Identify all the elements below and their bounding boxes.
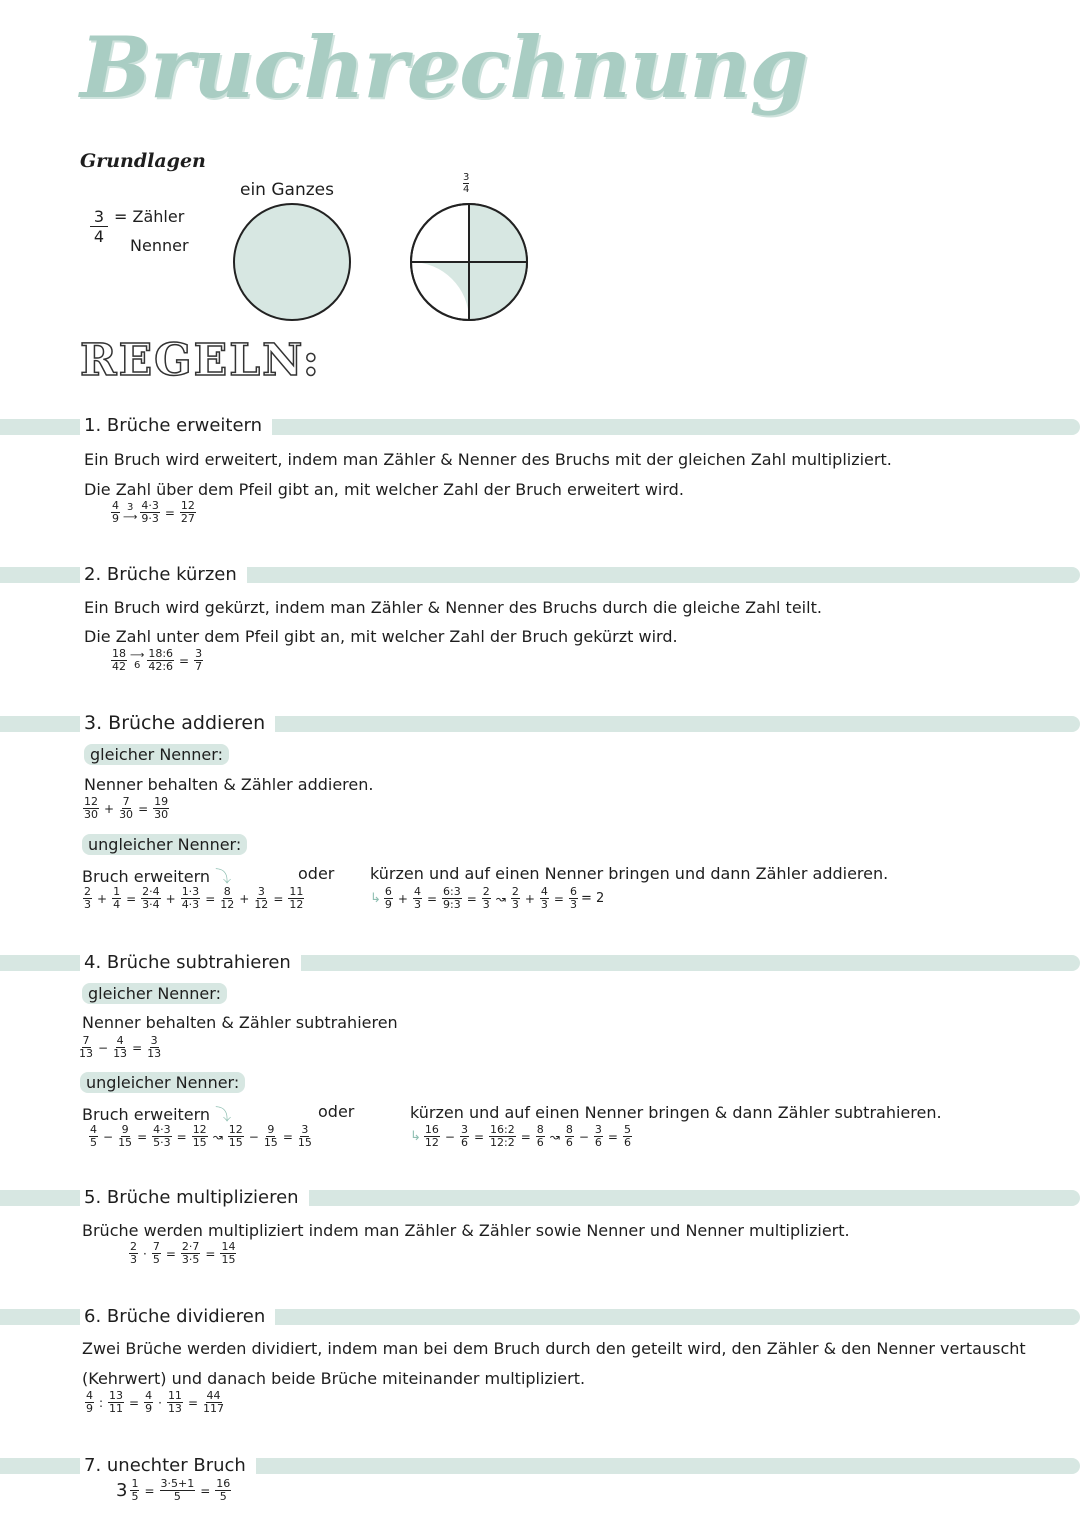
fraction: $\frac{4}{5}$ bbox=[90, 1123, 97, 1149]
fraction: $\frac{2}{3}$ bbox=[511, 885, 519, 911]
rule2-line1: Ein Bruch wird gekürzt, indem man Zähler & Nenner des Bruchs durch die gleiche Zahl teilt. bbox=[84, 598, 822, 617]
rule4-example1: $\frac{7}{13}$ − $\frac{4}{13}$ = $\frac{3}{13}$ bbox=[79, 1034, 162, 1060]
fraction: $\frac{1}{4}$ bbox=[113, 885, 121, 911]
quarter-den: 4 bbox=[463, 184, 470, 195]
rule4-gleich-text: Nenner behalten & Zähler subtrahieren bbox=[82, 1013, 398, 1032]
fraction: $\frac{4}{13}$ bbox=[113, 1034, 128, 1060]
fraction: $\frac{4}{9}$ bbox=[86, 1389, 93, 1415]
rule3-example2: $\frac{2}{3}$ + $\frac{1}{4}$ = $\frac{2\cdot 4}{3\cdot 4}$ + $\frac{1\cdot 3}{4\cdot 3}$ = $\frac{8}{12}$ + $\frac{3}{12}$ = $\frac{11}{12}$ bbox=[84, 885, 304, 911]
rule1-line2: Die Zahl über dem Pfeil gibt an, mit welcher Zahl der Bruch erweitert wird. bbox=[84, 480, 684, 499]
rule4-title: 4. Brüche subtrahieren bbox=[80, 952, 301, 973]
fraction: $\frac{5}{6}$ bbox=[623, 1123, 631, 1149]
nenner-value: 4 bbox=[93, 227, 105, 246]
fraction: $\frac{3\cdot 5+1}{5}$ bbox=[160, 1477, 195, 1503]
regeln-heading: REGELN: bbox=[80, 335, 322, 386]
fraction: $\frac{7}{5}$ bbox=[152, 1240, 160, 1266]
fraction: $\frac{8}{6}$ bbox=[565, 1123, 573, 1149]
fraction: $\frac{16}{12}$ bbox=[424, 1123, 439, 1149]
fraction: $\frac{3}{15}$ bbox=[297, 1123, 312, 1149]
rule4-example2: $\frac{4}{5}$ − $\frac{9}{15}$ = $\frac{4\cdot 3}{5\cdot 3}$ = $\frac{12}{15}$ ↝ $\frac{12}{15}$ − $\frac{9}{15}$ = $\frac{3}{15}$ bbox=[90, 1123, 312, 1149]
rule5-example: $\frac{2}{3}$ · $\frac{7}{5}$ = $\frac{2\cdot 7}{3\cdot 5}$ = $\frac{14}{15}$ bbox=[130, 1240, 236, 1266]
fraction: $\frac{2}{3}$ bbox=[130, 1240, 137, 1266]
rule4-gleich-heading: gleicher Nenner: bbox=[82, 984, 227, 1003]
fraction: $\frac{4}{3}$ bbox=[540, 885, 548, 911]
fraction: $\frac{3}{12}$ bbox=[254, 885, 269, 911]
rule4-erweitern: Bruch erweitern ⤵ bbox=[82, 1105, 232, 1124]
rule7-example: 3 $\frac{1}{5}$ = $\frac{3\cdot 5+1}{5}$ = $\frac{16}{5}$ bbox=[116, 1477, 231, 1503]
fraction: $\frac{12}{15}$ bbox=[192, 1123, 207, 1149]
curved-arrow-icon: ⤵ bbox=[215, 1105, 232, 1124]
rule3-title: 3. Brüche addieren bbox=[80, 712, 275, 734]
fraction: $\frac{4\cdot 3}{5\cdot 3}$ bbox=[153, 1123, 171, 1149]
fraction: $\frac{8}{12}$ bbox=[220, 885, 235, 911]
quarter-fraction-label bbox=[463, 172, 469, 195]
fraction: $\frac{12}{30}$ bbox=[84, 795, 98, 821]
rule1-example: $\frac{4}{9}$ 3 ⟶ $\frac{4\cdot 3}{9\cdot 3}$ = $\frac{12}{27}$ bbox=[112, 499, 195, 525]
fraction: $\frac{12}{27}$ bbox=[180, 499, 195, 525]
fraction: $\frac{13}{11}$ bbox=[109, 1389, 124, 1415]
fraction: $\frac{3}{6}$ bbox=[460, 1123, 468, 1149]
fraction: $\frac{6}{9}$ bbox=[384, 885, 392, 911]
grundlagen-heading: Grundlagen bbox=[80, 150, 206, 172]
fraction: $\frac{2}{3}$ bbox=[84, 885, 91, 911]
fraction: $\frac{18}{42}$ bbox=[112, 647, 126, 673]
rule3-example1: $\frac{12}{30}$ + $\frac{7}{30}$ = $\frac{19}{30}$ bbox=[84, 795, 169, 821]
rule3-erweitern: Bruch erweitern ⤵ bbox=[82, 867, 232, 886]
ganzes-label: ein Ganzes bbox=[240, 180, 334, 200]
fraction: $\frac{4}{3}$ bbox=[413, 885, 421, 911]
rule6-line1: Zwei Brüche werden dividiert, indem man bei dem Bruch durch den geteilt wird, den Zähler & den Nenner vertauscht bbox=[82, 1339, 1026, 1358]
rule2-example: $\frac{18}{42}$ ⟶ 6 $\frac{18:6}{42:6}$ = $\frac{3}{7}$ bbox=[112, 647, 203, 673]
rule3-example3: ↳ $\frac{6}{9}$ + $\frac{4}{3}$ = $\frac{6:3}{9:3}$ = $\frac{2}{3}$ ↝ $\frac{2}{3}$ + $\frac{4}{3}$ = $\frac{6}{3}$ = 2 bbox=[370, 885, 605, 911]
fraction: $\frac{1\cdot 3}{4\cdot 3}$ bbox=[181, 885, 200, 911]
fraction: $\frac{2\cdot 4}{3\cdot 4}$ bbox=[142, 885, 160, 911]
expand-arrow: 3 ⟶ bbox=[123, 501, 138, 523]
curved-arrow-icon: ↳ bbox=[370, 891, 381, 906]
rule5-line1: Brüche werden multipliziert indem man Zähler & Zähler sowie Nenner und Nenner multipliziert. bbox=[82, 1221, 850, 1240]
rule2-line2: Die Zahl unter dem Pfeil gibt an, mit welcher Zahl der Bruch gekürzt wird. bbox=[84, 627, 678, 646]
zaehler-label: Zähler bbox=[132, 207, 185, 226]
nenner-label: Nenner bbox=[130, 236, 189, 255]
fraction: $\frac{4}{9}$ bbox=[112, 499, 119, 525]
fraction: $\frac{16}{5}$ bbox=[216, 1477, 231, 1503]
fraction: $\frac{8}{6}$ bbox=[536, 1123, 544, 1149]
fraction: $\frac{11}{12}$ bbox=[289, 885, 304, 911]
fraction: $\frac{12}{15}$ bbox=[228, 1123, 243, 1149]
rule4-kuerzen: kürzen und auf einen Nenner bringen & dann Zähler subtrahieren. bbox=[410, 1103, 942, 1122]
rule1-title: 1. Brüche erweitern bbox=[80, 415, 272, 436]
page-title: Bruchrechnung bbox=[80, 18, 808, 117]
fraction: $\frac{6:3}{9:3}$ bbox=[443, 885, 461, 911]
rule4-example3: ↳ $\frac{16}{12}$ − $\frac{3}{6}$ = $\frac{16:2}{12:2}$ = $\frac{8}{6}$ ↝ $\frac{8}{6}$ − $\frac{3}{6}$ = $\frac{5}{6}$ bbox=[410, 1123, 631, 1149]
rule4-oder: oder bbox=[318, 1102, 355, 1121]
rule5-title: 5. Brüche multiplizieren bbox=[80, 1187, 309, 1208]
fraction: $\frac{9}{15}$ bbox=[118, 1123, 133, 1149]
fraction: $\frac{6}{3}$ bbox=[569, 885, 577, 911]
rule7-title: 7. unechter Bruch bbox=[80, 1455, 256, 1476]
fraction: $\frac{7}{30}$ bbox=[119, 795, 134, 821]
fraction: $\frac{44}{117}$ bbox=[203, 1389, 224, 1415]
rule3-kuerzen: kürzen und auf einen Nenner bringen und dann Zähler addieren. bbox=[370, 864, 889, 883]
rule6-line2: (Kehrwert) und danach beide Brüche miteinander multipliziert. bbox=[82, 1369, 586, 1388]
fraction: $\frac{19}{30}$ bbox=[154, 795, 169, 821]
fraction: $\frac{3}{7}$ bbox=[195, 647, 203, 673]
fraction: $\frac{11}{13}$ bbox=[167, 1389, 182, 1415]
fraction: $\frac{4}{9}$ bbox=[145, 1389, 153, 1415]
reduce-arrow: ⟶ 6 bbox=[130, 649, 145, 671]
fraction: $\frac{4\cdot 3}{9\cdot 3}$ bbox=[141, 499, 159, 525]
fraction: $\frac{1}{5}$ bbox=[131, 1477, 139, 1503]
curved-arrow-icon: ⤵ bbox=[215, 867, 232, 886]
rule2-title: 2. Brüche kürzen bbox=[80, 564, 247, 585]
fraction: $\frac{16:2}{12:2}$ bbox=[490, 1123, 515, 1149]
grundlagen-diagram bbox=[0, 0, 1080, 330]
rule4-ungleich-heading: ungleicher Nenner: bbox=[80, 1073, 245, 1092]
fraction: $\frac{9}{15}$ bbox=[263, 1123, 278, 1149]
zaehler-eq: = Zähler bbox=[114, 207, 185, 226]
quarter-num: 3 bbox=[463, 172, 470, 183]
fraction: $\frac{3}{13}$ bbox=[147, 1034, 162, 1060]
fraction: $\frac{18:6}{42:6}$ bbox=[148, 647, 174, 673]
zaehler-value: 3 bbox=[90, 207, 108, 227]
rule3-gleich-heading: gleicher Nenner: bbox=[84, 745, 229, 764]
fraction: $\frac{2\cdot 7}{3\cdot 5}$ bbox=[181, 1240, 200, 1266]
rule3-oder: oder bbox=[298, 864, 335, 883]
whole-circle bbox=[234, 204, 350, 320]
rule1-line1: Ein Bruch wird erweitert, indem man Zähler & Nenner des Bruchs mit der gleichen Zahl multipliziert. bbox=[84, 450, 892, 469]
fraction: $\frac{7}{13}$ bbox=[79, 1034, 93, 1060]
curved-arrow-icon: ↳ bbox=[410, 1129, 421, 1144]
rule3-gleich-text: Nenner behalten & Zähler addieren. bbox=[84, 775, 374, 794]
fraction: $\frac{2}{3}$ bbox=[482, 885, 490, 911]
rule6-example: $\frac{4}{9}$ : $\frac{13}{11}$ = $\frac{4}{9}$ · $\frac{11}{13}$ = $\frac{44}{117}$ bbox=[86, 1389, 224, 1415]
rule3-ungleich-heading: ungleicher Nenner: bbox=[82, 835, 247, 854]
rule6-title: 6. Brüche dividieren bbox=[80, 1306, 275, 1327]
fraction: $\frac{14}{15}$ bbox=[221, 1240, 236, 1266]
fraction: $\frac{3}{6}$ bbox=[594, 1123, 602, 1149]
